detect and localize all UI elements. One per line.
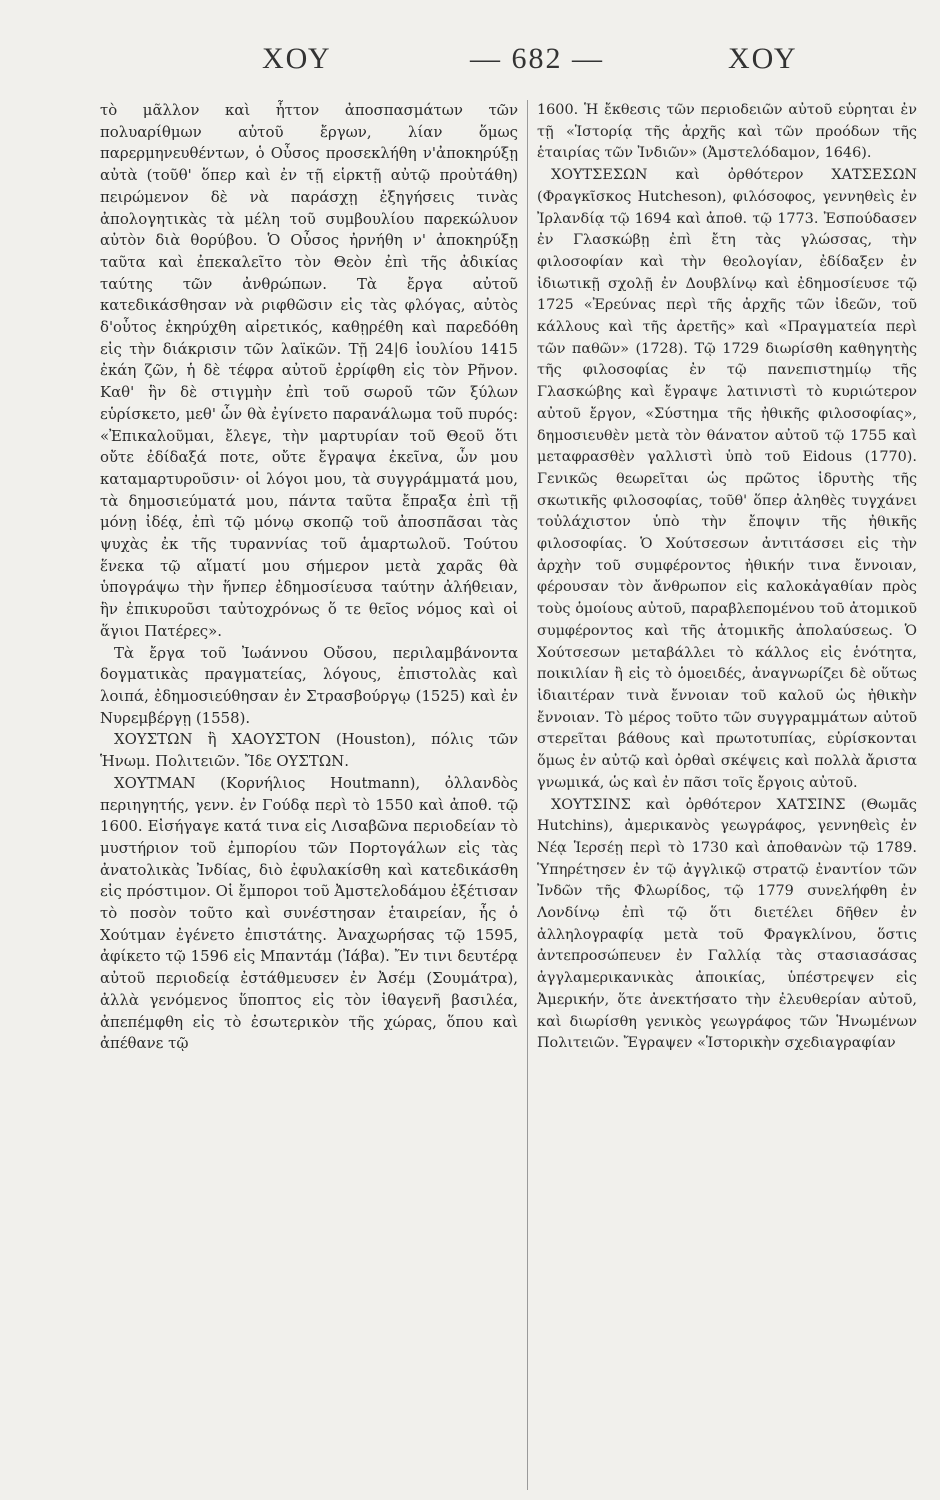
paragraph-houtman-continued: 1600. Ἡ ἔκθεσις τῶν περιοδειῶν αὐτοῦ εὑρηται ἐν τῇ «Ἱστορίᾳ τῆς ἀρχῆς καὶ τῶν προόδων τῆς ἑταιρίας τῶν Ἰνδιῶν» (Ἀμστελόδαμον, 1646). (537, 102, 917, 162)
entry-hutchins: ΧΟΥΤΣΙΝΣ καὶ ὀρθότερον ΧΑΤΣΙΝΣ (Θωμᾶς Hutchins), ἀμερικανὸς γεωγράφος, γεννηθεὶς ἐν Νέᾳ Ἱερσέῃ περὶ τὸ 1730 καὶ ἀποθανὼν τῷ 1789. Ὑπηρέτησεν ἐν τῷ ἀγγλικῷ στρατῷ ἐναντίον τῶν Ἰνδῶν τῆς Φλωρίδος, τῷ 1779 συνελήφθη ἐν Λονδίνῳ ἐπὶ τῷ ὅτι διετέλει δῆθεν ἐν ἀλληλογραφίᾳ μετὰ τοῦ Φραγκλίνου, ὅστις ἀντεπροσώπευεν ἐν Γαλλίᾳ τὰς στασιασάσας ἀγγλαμερικανικὰς ἀποικίας, ὑπέστρεψεν εἰς Ἀμερικήν, ὅτε ἀνεκτήσατο τὴν ἐλευθερίαν αὐτοῦ, καὶ διωρίσθη γενικὸς γεωγράφος τῶν Ἡνωμένων Πολιτειῶν. Ἔγραψεν «Ἱστορικὴν σχεδιαγραφίαν (537, 796, 917, 1052)
left-column (100, 100, 518, 1490)
page-number: — 682 — (470, 42, 604, 75)
header-right-keyword: ΧΟΥ (728, 42, 798, 75)
header-left-keyword: ΧΟΥ (262, 42, 332, 75)
paragraph-hus-works: Τὰ ἔργα τοῦ Ἰωάννου Οὔσου, περιλαμβάνοντα δογματικὰς πραγματείας, λόγους, ἐπιστολὰς καὶ λοιπά, ἐδημοσιεύθησαν ἐν Στρασβούργῳ (1525) καὶ ἐν Νυρεμβέργῃ (1558). (100, 643, 518, 727)
entry-houtman: ΧΟΥΤΜΑΝ (Κορνήλιος Houtmann), ὀλλανδὸς περιηγητής, γενν. ἐν Γούδᾳ περὶ τὸ 1550 καὶ ἀποθ. τῷ 1600. Εἰσήγαγε κατά τινα εἰς Λισαβῶνα περιοδείαν τὸ μυστήριον τοῦ ἐμπορίου τῶν Πορτογάλων εἰς τὰς ἀνατολικὰς Ἰνδίας, διὸ ἐφυλακίσθη καὶ κατεδικάσθη εἰς πρόστιμον. Οἱ ἔμποροι τοῦ Ἀμστελοδάμου ἐξέτισαν τὸ ποσὸν τοῦτο καὶ συνέστησαν ἑταιρείαν, ἧς ὁ Χούτμαν ἐγένετο ἐπιστάτης. Ἀναχωρήσας τῷ 1595, ἀφίκετο τῷ 1596 εἰς Μπαντάμ (Ἰάβα). Ἔν τινι δευτέρᾳ αὐτοῦ περιοδείᾳ ἐστάθμευσεν ἐν Ἀσέμ (Σουμάτρα), ἀλλὰ γενόμενος ὕποπτος εἰς τὸν ἰθαγενῆ βασιλέα, ἀπεπέμφθη εἰς τὸ ἐσωτερικὸν τῆς χώρας, ὅπου καὶ ἀπέθανε τῷ (100, 773, 518, 1053)
entry-houston: ΧΟΥΣΤΩΝ ἢ ΧΑΟΥΣΤΟΝ (Houston), πόλις τῶν Ἡνωμ. Πολιτειῶν. Ἴδε ΟΥΣΤΩΝ. (100, 730, 518, 771)
right-column (537, 100, 917, 1490)
page-header (0, 42, 940, 82)
entry-hutcheson: ΧΟΥΤΣΕΣΩΝ καὶ ὀρθότερον ΧΑΤΣΕΣΩΝ (Φραγκῖσκος Hutcheson), φιλόσοφος, γεννηθεὶς ἐν Ἰρλανδίᾳ τῷ 1694 καὶ ἀποθ. τῷ 1773. Ἐσπούδασεν ἐν Γλασκώβῃ ἐπὶ ἔτη τὰς γλώσσας, τὴν φιλοσοφίαν καὶ τὴν θεολογίαν, ἐδίδαξεν ἐν ἰδιωτικῇ σχολῇ ἐν Δουβλίνῳ καὶ ἐδημοσίευσε τῷ 1725 «Ἐρεύνας περὶ τῆς ἀρχῆς τῶν ἰδεῶν, τοῦ κάλλους καὶ τῆς ἀρετῆς» καὶ «Πραγματεία περὶ τῶν παθῶν» (1728). Τῷ 1729 διωρίσθη καθηγητὴς τῆς φιλοσοφίας ἐν τῷ πανεπιστημίῳ τῆς Γλασκώβης καὶ ἔγραψε λατινιστὶ τὸ κυριώτερον αὐτοῦ ἔργον, «Σύστημα τῆς ἠθικῆς φιλοσοφίας», δημοσιευθὲν μετὰ τὸν θάνατον αὐτοῦ τῷ 1755 καὶ μεταφρασθὲν γαλλιστὶ ὑπὸ τοῦ Eidous (1770). Γενικῶς θεωρεῖται ὡς πρῶτος ἱδρυτὴς τῆς σκωτικῆς φιλοσοφίας, τοῦθ' ὅπερ ἀληθὲς τυγχάνει τοὐλάχιστον ὑπὸ τὴν ἔποψιν τῆς ἠθικῆς φιλοσοφίας. Ὁ Χούτσεσων ἀντιτάσσει εἰς τὴν ἀρχὴν τοῦ συμφέροντος ἠθικήν τινα ἔννοιαν, φέρουσαν τὸν ἄνθρωπον εἰς καλοκἀγαθίαν πρὸς τοὺς ὁμοίους αὐτοῦ, παραβλεπομένου τοῦ ἀτομικοῦ συμφέροντος καὶ τῆς ἀτομικῆς ἀπολαύσεως. Ὁ Χούτσεσων μεταβάλλει τὸ κάλλος εἰς ἑνότητα, ποικιλίαν ἢ εἰς τὸ ὁμοειδές, ἀναγνωρίζει δὲ οὕτως ἰδιαιτέραν τινὰ ἔννοιαν τοῦ καλοῦ ὡς ἠθικὴν ἔννοιαν. Τὸ μέρος τοῦτο τῶν συγγραμμάτων αὐτοῦ στερεῖται βάθους καὶ πρωτοτυπίας, εὑρίσκονται ὅμως ἐν αὐτῷ καὶ ὀρθαὶ σκέψεις καὶ πολλὰ ἄριστα γνωμικά, ὡς καὶ ἐν πᾶσι τοῖς ἔργοις αὐτοῦ. (537, 167, 917, 791)
column-divider (527, 100, 528, 1490)
paragraph-hus-continued: τὸ μᾶλλον καὶ ἧττον ἀποσπασμάτων τῶν πολυαρίθμων αὐτοῦ ἔργων, λίαν ὅμως παρερμηνευθέντων, ὁ Οὖσος προσεκλήθη ν'ἀποκηρύξῃ αὐτὰ (τοῦθ' ὅπερ καὶ ἐν τῇ εἱρκτῇ αὐτῷ προὐτάθη) πειρώμενον δὲ νὰ παράσχῃ ἐξηγήσεις τινὰς ἀπολογητικὰς τὰ μέλη τοῦ συμβουλίου παρεκώλυον αὐτὸν διὰ θορύβου. Ὁ Οὖσος ἠρνήθη ν' ἀποκηρύξῃ ταῦτα καὶ ἐπεκαλεῖτο τὸν Θεὸν ἐπὶ τῆς ἀδικίας ταύτης τῶν ἀνθρώπων. Τὰ ἔργα αὐτοῦ κατεδικάσθησαν νὰ ριφθῶσιν εἰς τὰς φλόγας, αὐτὸς δ'οὗτος ἐκηρύχθη αἱρετικός, καθῃρέθη καὶ παρεδόθη εἰς τὴν διάκρισιν τῶν λαϊκῶν. Τῇ 24|6 ἰουλίου 1415 ἐκάη ζῶν, ἡ δὲ τέφρα αὐτοῦ ἐρρίφθη εἰς τὸν Ρῆνον. Καθ' ἣν δὲ στιγμὴν ἐπὶ τοῦ σωροῦ τῶν ξύλων εὑρίσκετο, μεθ' ὧν θὰ ἐγίνετο παρανάλωμα τοῦ πυρός: «Ἐπικαλοῦμαι, ἔλεγε, τὴν μαρτυρίαν τοῦ Θεοῦ ὅτι οὔτε ἐδίδαξά ποτε, οὔτε ἔγραψα ἐκεῖνα, ὧν μου καταμαρτυροῦσιν· οἱ λόγοι μου, τὰ συγγράμματά μου, τὰ δημοσιεύματά μου, πάντα ταῦτα ἔπραξα ἐπὶ τῇ μόνῃ ἰδέᾳ, ἐπὶ τῷ μόνῳ σκοπῷ τοῦ ἀποσπᾶσαι τὰς ψυχὰς ἐκ τῆς τυραννίας τοῦ ἁμαρτωλοῦ. Τούτου ἕνεκα τῷ αἵματί μου σήμερον μετὰ χαρᾶς θὰ ὑπογράψω τὴν ἥνπερ ἐδημοσίευσα ταύτην ἀλήθειαν, ἣν ἐπικυροῦσι ταὐτοχρόνως ὅ τε θεῖος νόμος καὶ οἱ ἅγιοι Πατέρες». (100, 101, 518, 640)
